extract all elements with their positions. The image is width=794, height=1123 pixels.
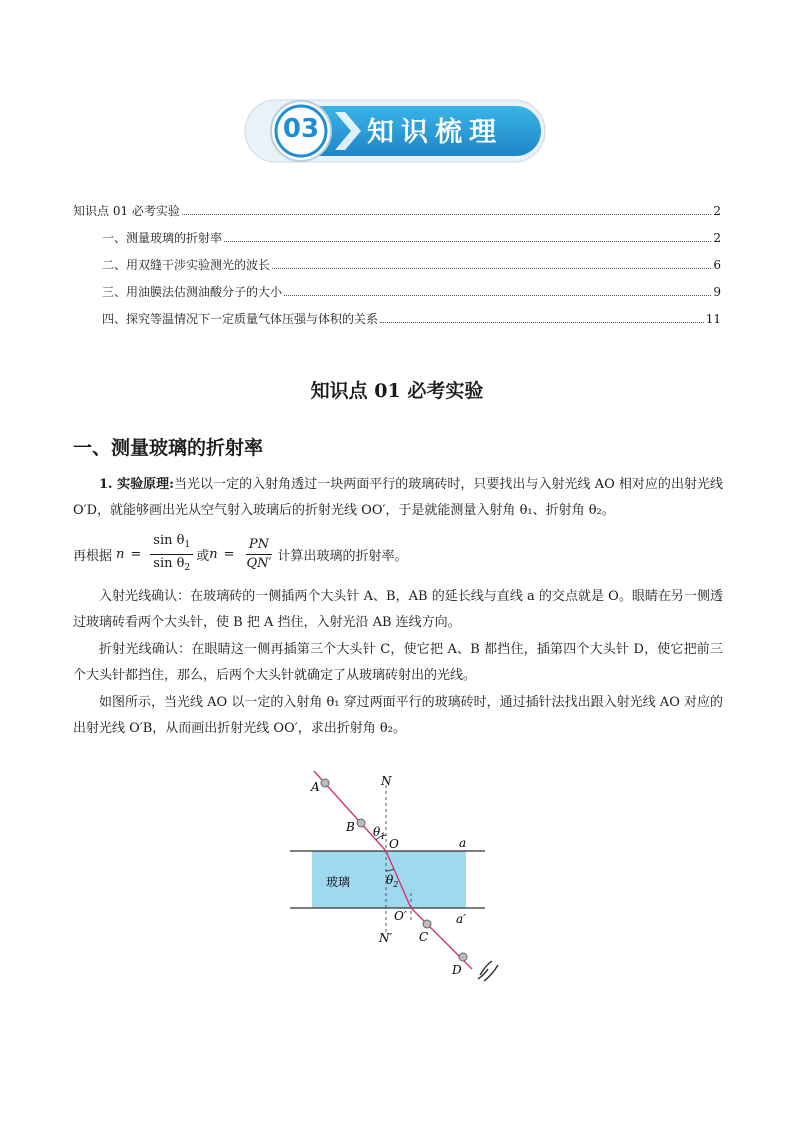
toc-leader bbox=[380, 322, 704, 323]
label-o: O bbox=[389, 837, 399, 851]
label-a-lower: a bbox=[459, 836, 467, 850]
toc-leader bbox=[272, 268, 711, 269]
principle-paragraph bbox=[73, 472, 723, 524]
toc-leader bbox=[182, 214, 711, 215]
table-of-contents bbox=[73, 202, 721, 337]
toc-item[interactable] bbox=[73, 283, 721, 310]
banner-number: 03 bbox=[282, 114, 320, 144]
toc-item-page: 2 bbox=[713, 204, 721, 218]
pin-a bbox=[321, 779, 329, 787]
eye-icon bbox=[478, 961, 498, 981]
label-d: D bbox=[452, 963, 462, 977]
formula-fraction-length bbox=[244, 536, 275, 573]
formula-eq1: = bbox=[130, 546, 142, 562]
toc-item-label: 一、测量玻璃的折射率 bbox=[102, 231, 223, 245]
pin-d bbox=[459, 953, 467, 961]
label-theta1 bbox=[373, 825, 385, 841]
principle-label: 1. 实验原理: bbox=[99, 477, 174, 492]
subsection-title: 一、测量玻璃的折射率 bbox=[73, 437, 264, 459]
label-n: N bbox=[381, 774, 392, 788]
formula-den1: sin θ bbox=[153, 555, 185, 571]
refraction-diagram bbox=[280, 765, 520, 999]
label-theta2-sub: 2 bbox=[393, 880, 399, 889]
toc-item-page: 6 bbox=[713, 258, 721, 272]
formula-suffix: 计算出玻璃的折射率。 bbox=[277, 548, 408, 564]
toc-item[interactable] bbox=[73, 229, 721, 256]
label-glass: 玻璃 bbox=[326, 875, 351, 889]
section-banner bbox=[243, 98, 547, 164]
label-theta2-symbol: θ bbox=[386, 873, 394, 887]
refracted-ray-paragraph: 折射光线确认：在眼睛这一侧再插第三个大头针 C，使它把 A、B 都挡住，插第四个大头针 D，使它把前三个大头针都挡住，那么，后两个大头针就确定了从玻璃砖射出的光线。 bbox=[73, 642, 723, 683]
toc-item-label: 二、用双缝干涉实验测光的波长 bbox=[102, 258, 271, 272]
toc-leader bbox=[284, 295, 711, 296]
toc-item-label: 知识点 01 必考实验 bbox=[73, 204, 180, 218]
banner-title: 知识梳理 bbox=[367, 117, 503, 148]
section-title: 知识点 01 必考实验 bbox=[310, 380, 484, 402]
toc-item-page: 2 bbox=[713, 231, 721, 245]
pin-c bbox=[423, 920, 431, 928]
formula-num2: PN bbox=[246, 536, 272, 555]
refraction-diagram-svg bbox=[280, 765, 520, 995]
formula-num1-sub: 1 bbox=[184, 539, 191, 550]
incident-ray-paragraph: 入射光线确认：在玻璃砖的一侧插两个大头针 A、B，AB 的延长线与直线 a 的交点就是 O。眼睛在另一侧透过玻璃砖看两个大头针，使 B 把 A 挡住，入射光沿 AB 连线方向。 bbox=[73, 589, 723, 630]
toc-item[interactable] bbox=[73, 202, 721, 229]
formula-eq2: = bbox=[223, 546, 235, 562]
toc-item[interactable] bbox=[73, 256, 721, 283]
formula-fraction-sine bbox=[150, 532, 193, 577]
label-c: C bbox=[419, 930, 429, 944]
formula-den2: QN′ bbox=[246, 555, 272, 571]
label-a-prime: a′ bbox=[456, 912, 466, 926]
formula-line bbox=[73, 534, 408, 574]
toc-item-page: 11 bbox=[705, 312, 721, 326]
label-o-prime: O′ bbox=[394, 909, 407, 923]
label-n-prime: N′ bbox=[379, 931, 393, 945]
label-theta1-sub: 1 bbox=[380, 832, 386, 841]
toc-item[interactable] bbox=[73, 310, 721, 337]
pin-b bbox=[357, 819, 365, 827]
toc-item-page: 9 bbox=[713, 285, 721, 299]
toc-leader bbox=[224, 241, 711, 242]
formula-n2: n bbox=[209, 546, 218, 562]
toc-item-label: 三、用油膜法估测油酸分子的大小 bbox=[102, 285, 283, 299]
formula-n1: n bbox=[116, 546, 125, 562]
label-a: A bbox=[311, 780, 320, 794]
label-theta1-symbol: θ bbox=[373, 825, 381, 839]
principle-text: 当光以一定的入射角透过一块两面平行的玻璃砖时，只要找出与入射光线 AO 相对应的出射光线 O′D，就能够画出光从空气射入玻璃后的折射光线 OO′，于是就能测量入射角 θ₁、折射角 θ₂。 bbox=[73, 477, 723, 518]
formula-den1-sub: 2 bbox=[184, 562, 191, 573]
figure-description-paragraph: 如图所示，当光线 AO 以一定的入射角 θ₁ 穿过两面平行的玻璃砖时，通过插针法找出跟入射光线 AO 对应的出射光线 O′B，从而画出折射光线 OO′，求出折射角 θ₂。 bbox=[73, 695, 723, 736]
formula-prefix: 再根据 bbox=[73, 548, 113, 564]
toc-item-label: 四、探究等温情况下一定质量气体压强与体积的关系 bbox=[102, 312, 379, 326]
formula-or: 或 bbox=[196, 548, 210, 564]
formula-num1: sin θ bbox=[153, 532, 185, 548]
label-b: B bbox=[346, 820, 355, 834]
